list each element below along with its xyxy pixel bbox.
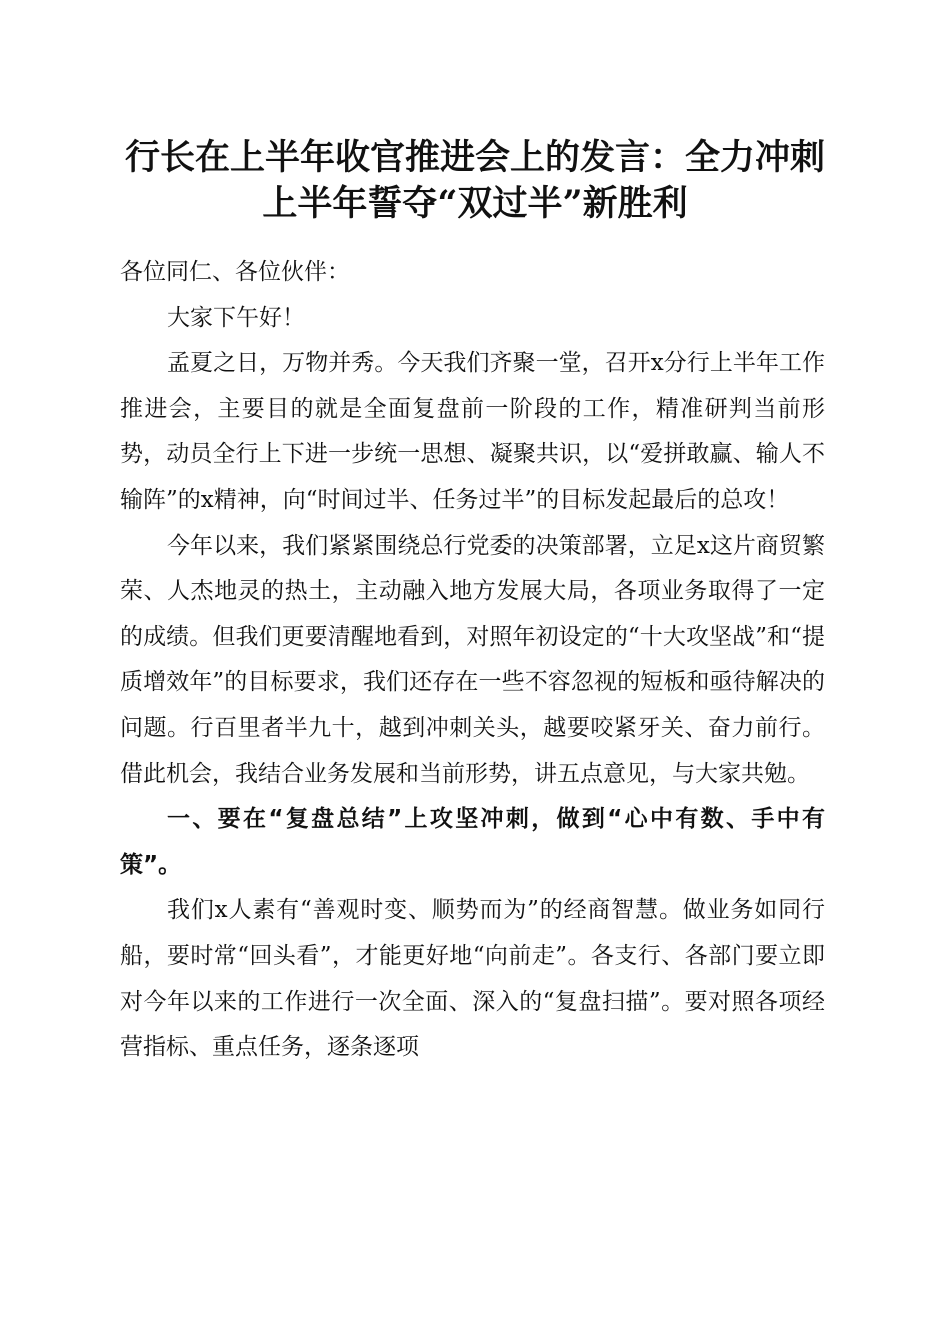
salutation: 各位同仁、各位伙伴： — [120, 259, 350, 285]
paragraph-review: 今年以来，我们紧紧围绕总行党委的决策部署，立足x这片商贸繁荣、人杰地灵的热土，主动融入地方发展大局，各项业务取得了一定的成绩。但我们更要清醒地看到，对照年初设定的“十大攻坚战”和“提质增效年”的目标要求，我们还存在一些不容忽视的短板和亟待解决的问题。行百里者半九十，越到冲刺关头，越要咬紧牙关、奋力前行。借此机会，我结合业务发展和当前形势，讲五点意见，与大家共勉。 — [120, 532, 825, 787]
document-title-line-1: 行长在上半年收官推进会上的发言：全力冲刺 — [124, 137, 825, 178]
section-1-paragraph: 我们x人素有“善观时变、顺势而为”的经商智慧。做业务如同行船，要时常“回头看”，才能更好地“向前走”。各支行、各部门要立即对今年以来的工作进行一次全面、深入的“复盘扫描”。要对照各项经营指标、重点任务，逐条逐项 — [120, 897, 825, 1061]
document-body — [120, 250, 825, 1071]
document-title-line-2: 上半年誓夺“双过半”新胜利 — [262, 183, 688, 224]
paragraph-opening: 孟夏之日，万物并秀。今天我们齐聚一堂，召开x分行上半年工作推进会，主要目的就是全面复盘前一阶段的工作，精准研判当前形势，动员全行上下进一步统一思想、凝聚共识，以“爱拼敢赢、输人不输阵”的x精神，向“时间过半、任务过半”的目标发起最后的总攻！ — [120, 350, 825, 513]
greeting: 大家下午好！ — [167, 304, 305, 331]
section-heading-1: 一、要在“复盘总结”上攻坚冲刺，做到“心中有数、手中有策”。 — [120, 806, 825, 878]
